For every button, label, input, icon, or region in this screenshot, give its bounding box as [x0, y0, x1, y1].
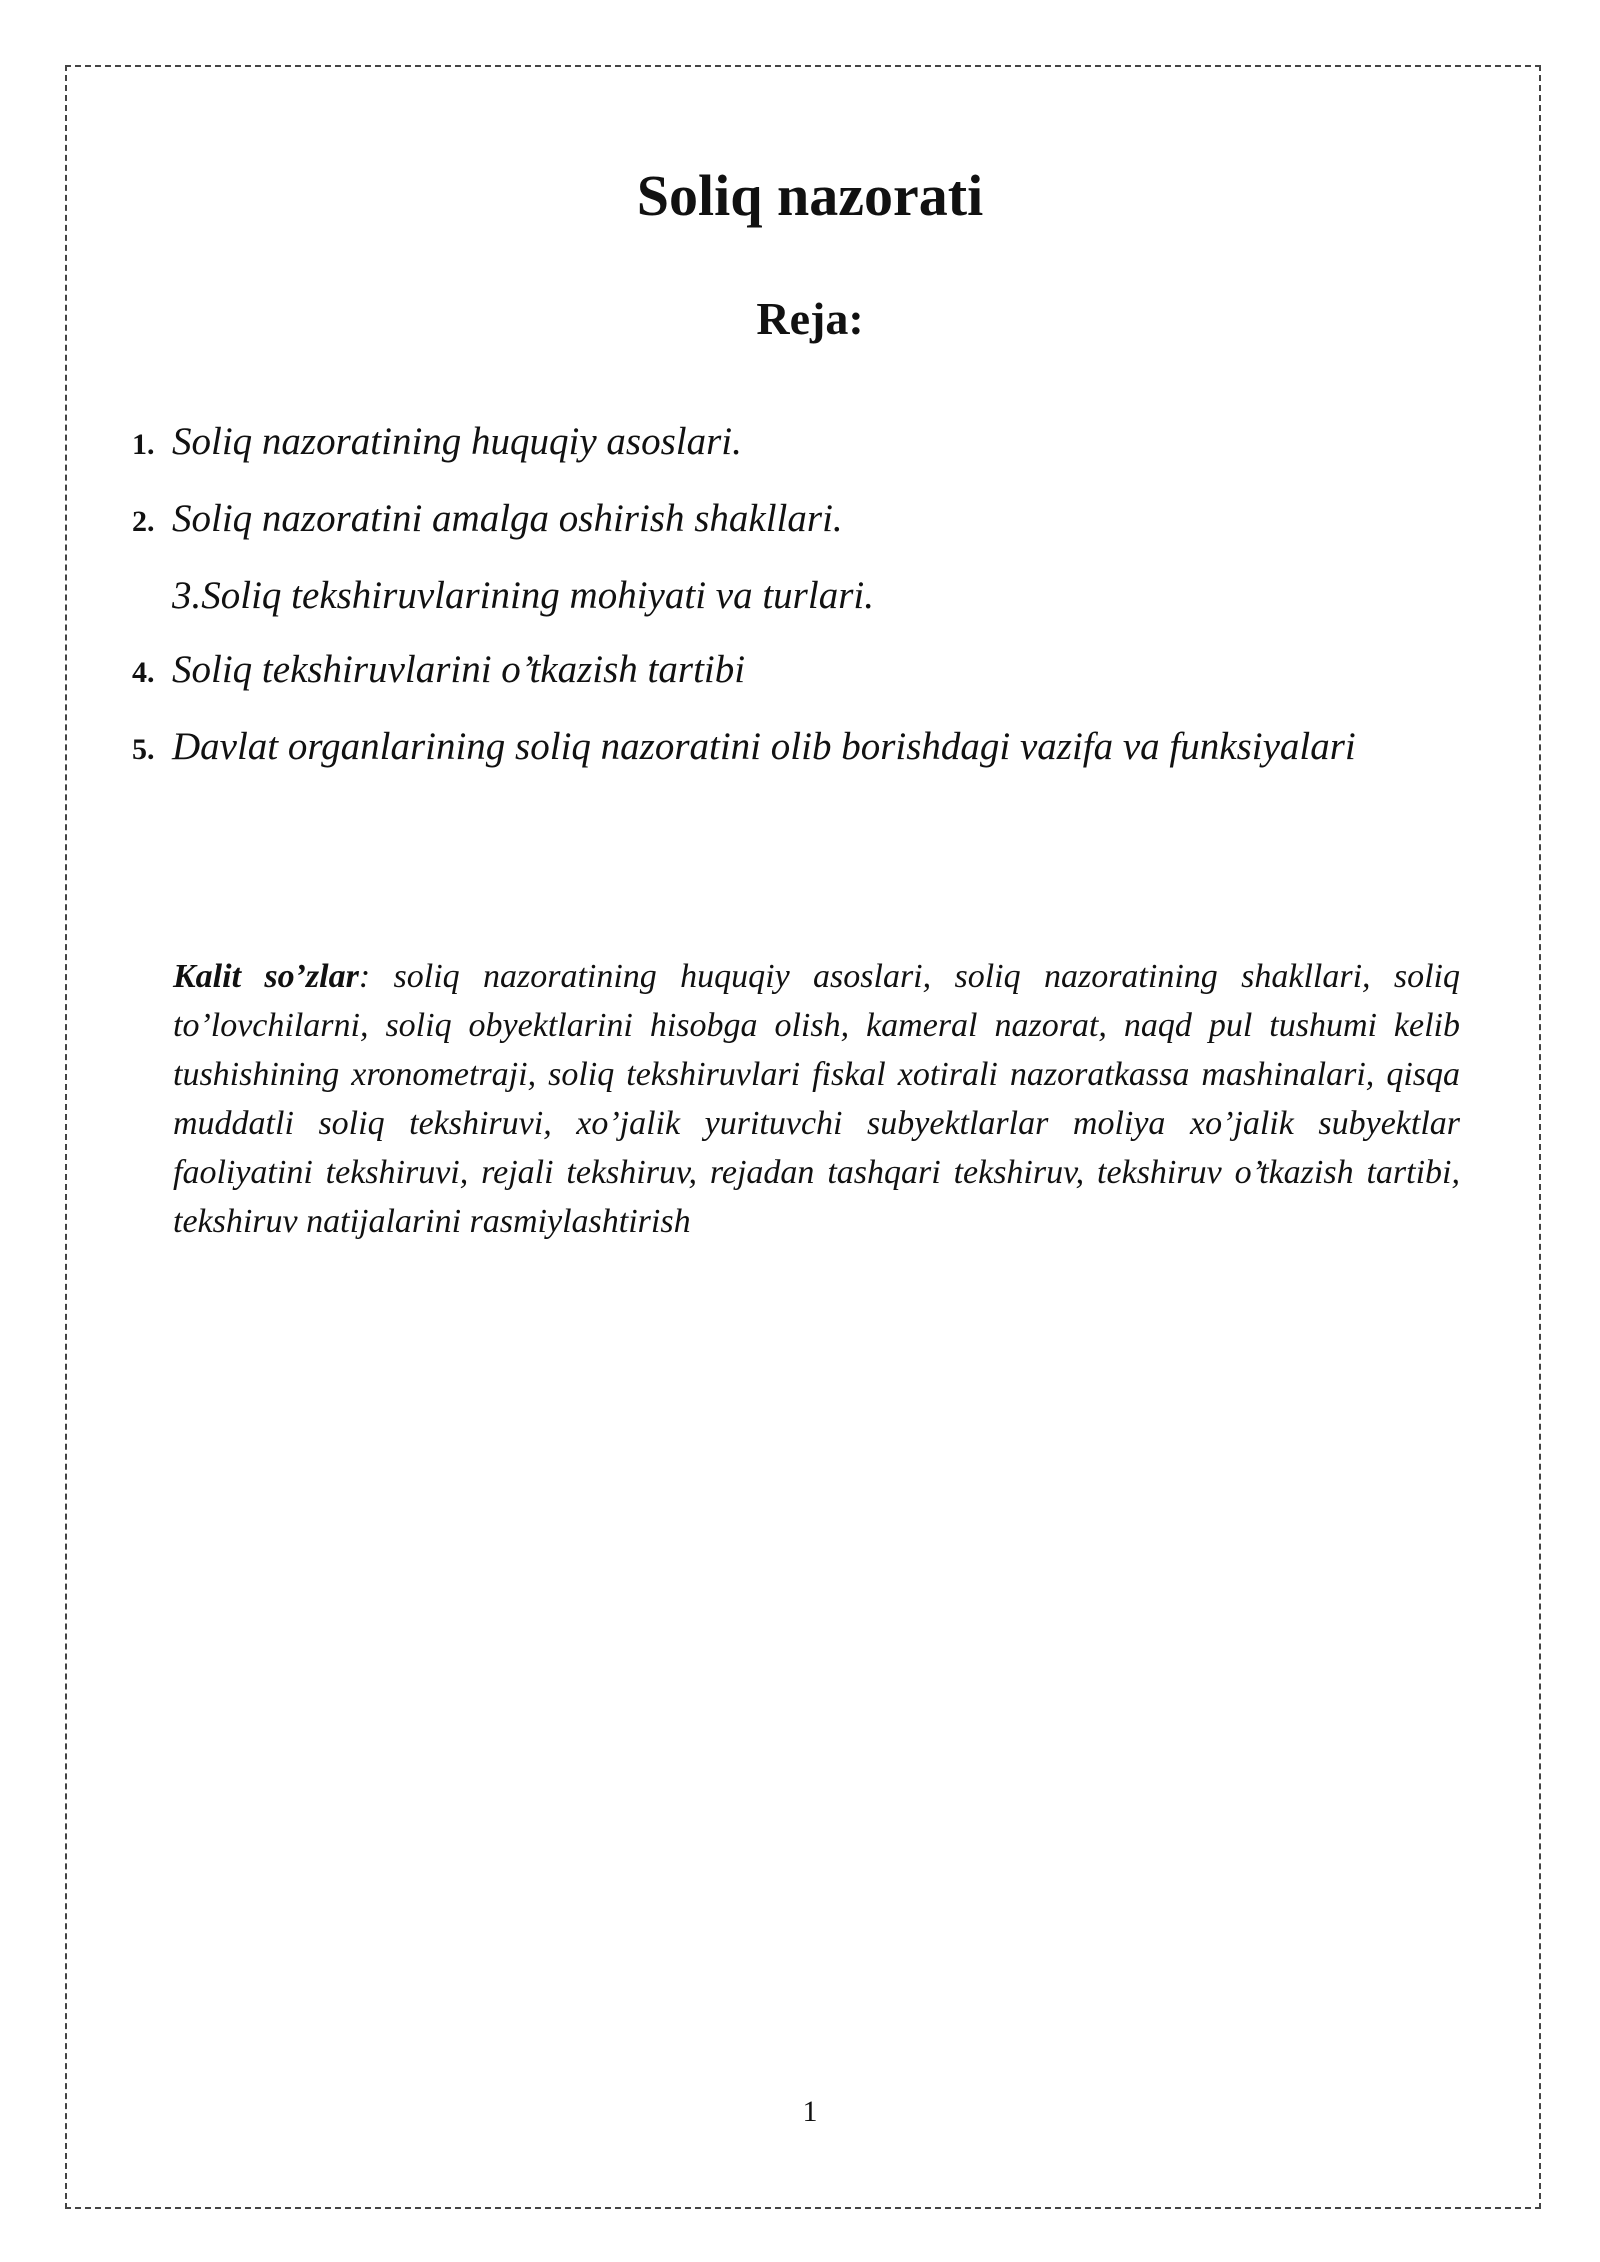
plan-item	[132, 405, 1382, 482]
plan-item	[132, 633, 1382, 710]
page-number: 1	[802, 2095, 818, 2128]
plan-item	[132, 710, 1382, 787]
keywords-paragraph	[173, 952, 1460, 1246]
plan-item-text: Soliq nazoratining huquqiy asoslari.	[172, 420, 742, 463]
plan-heading: Reja:	[756, 293, 864, 344]
document-title: Soliq nazorati	[636, 163, 984, 228]
plan-item-text: Soliq tekshiruvlarini o’tkazish tartibi	[172, 648, 746, 691]
plan-item-number: 1.	[132, 428, 155, 461]
keywords-label: Kalit so’zlar	[173, 958, 359, 995]
plan-list	[132, 405, 1382, 787]
plan-item-number: 5.	[132, 733, 155, 766]
plan-item-text: Soliq nazoratini amalga oshirish shakllari.	[172, 497, 843, 540]
plan-item	[132, 559, 1382, 633]
keywords-text: : soliq nazoratining huquqiy asoslari, soliq nazoratining shakllari, soliq to’lovchilarni, soliq obyektlarini hisobga olish, kameral nazorat, naqd pul tushumi kelib tushishining xronometraji, soliq tekshiruvlari fiskal xotirali nazoratkassa mashinalari, qisqa muddatli soliq tekshiruvi, xo’jalik yurituvchi subyektlarlar moliya xo’jalik subyektlar faoliyatini tekshiruvi, rejali tekshiruv, rejadan tashqari tekshiruv, tekshiruv o’tkazish tartibi, tekshiruv natijalarini rasmiylashtirish	[173, 958, 1460, 1240]
plan-item-text: Davlat organlarining soliq nazoratini olib borishdagi vazifa va funksiyalari	[172, 725, 1356, 768]
plan-item-number: 4.	[132, 656, 155, 689]
plan-item	[132, 482, 1382, 559]
plan-item-text: 3.Soliq tekshiruvlarining mohiyati va turlari.	[172, 574, 874, 617]
plan-item-number: 2.	[132, 505, 155, 538]
